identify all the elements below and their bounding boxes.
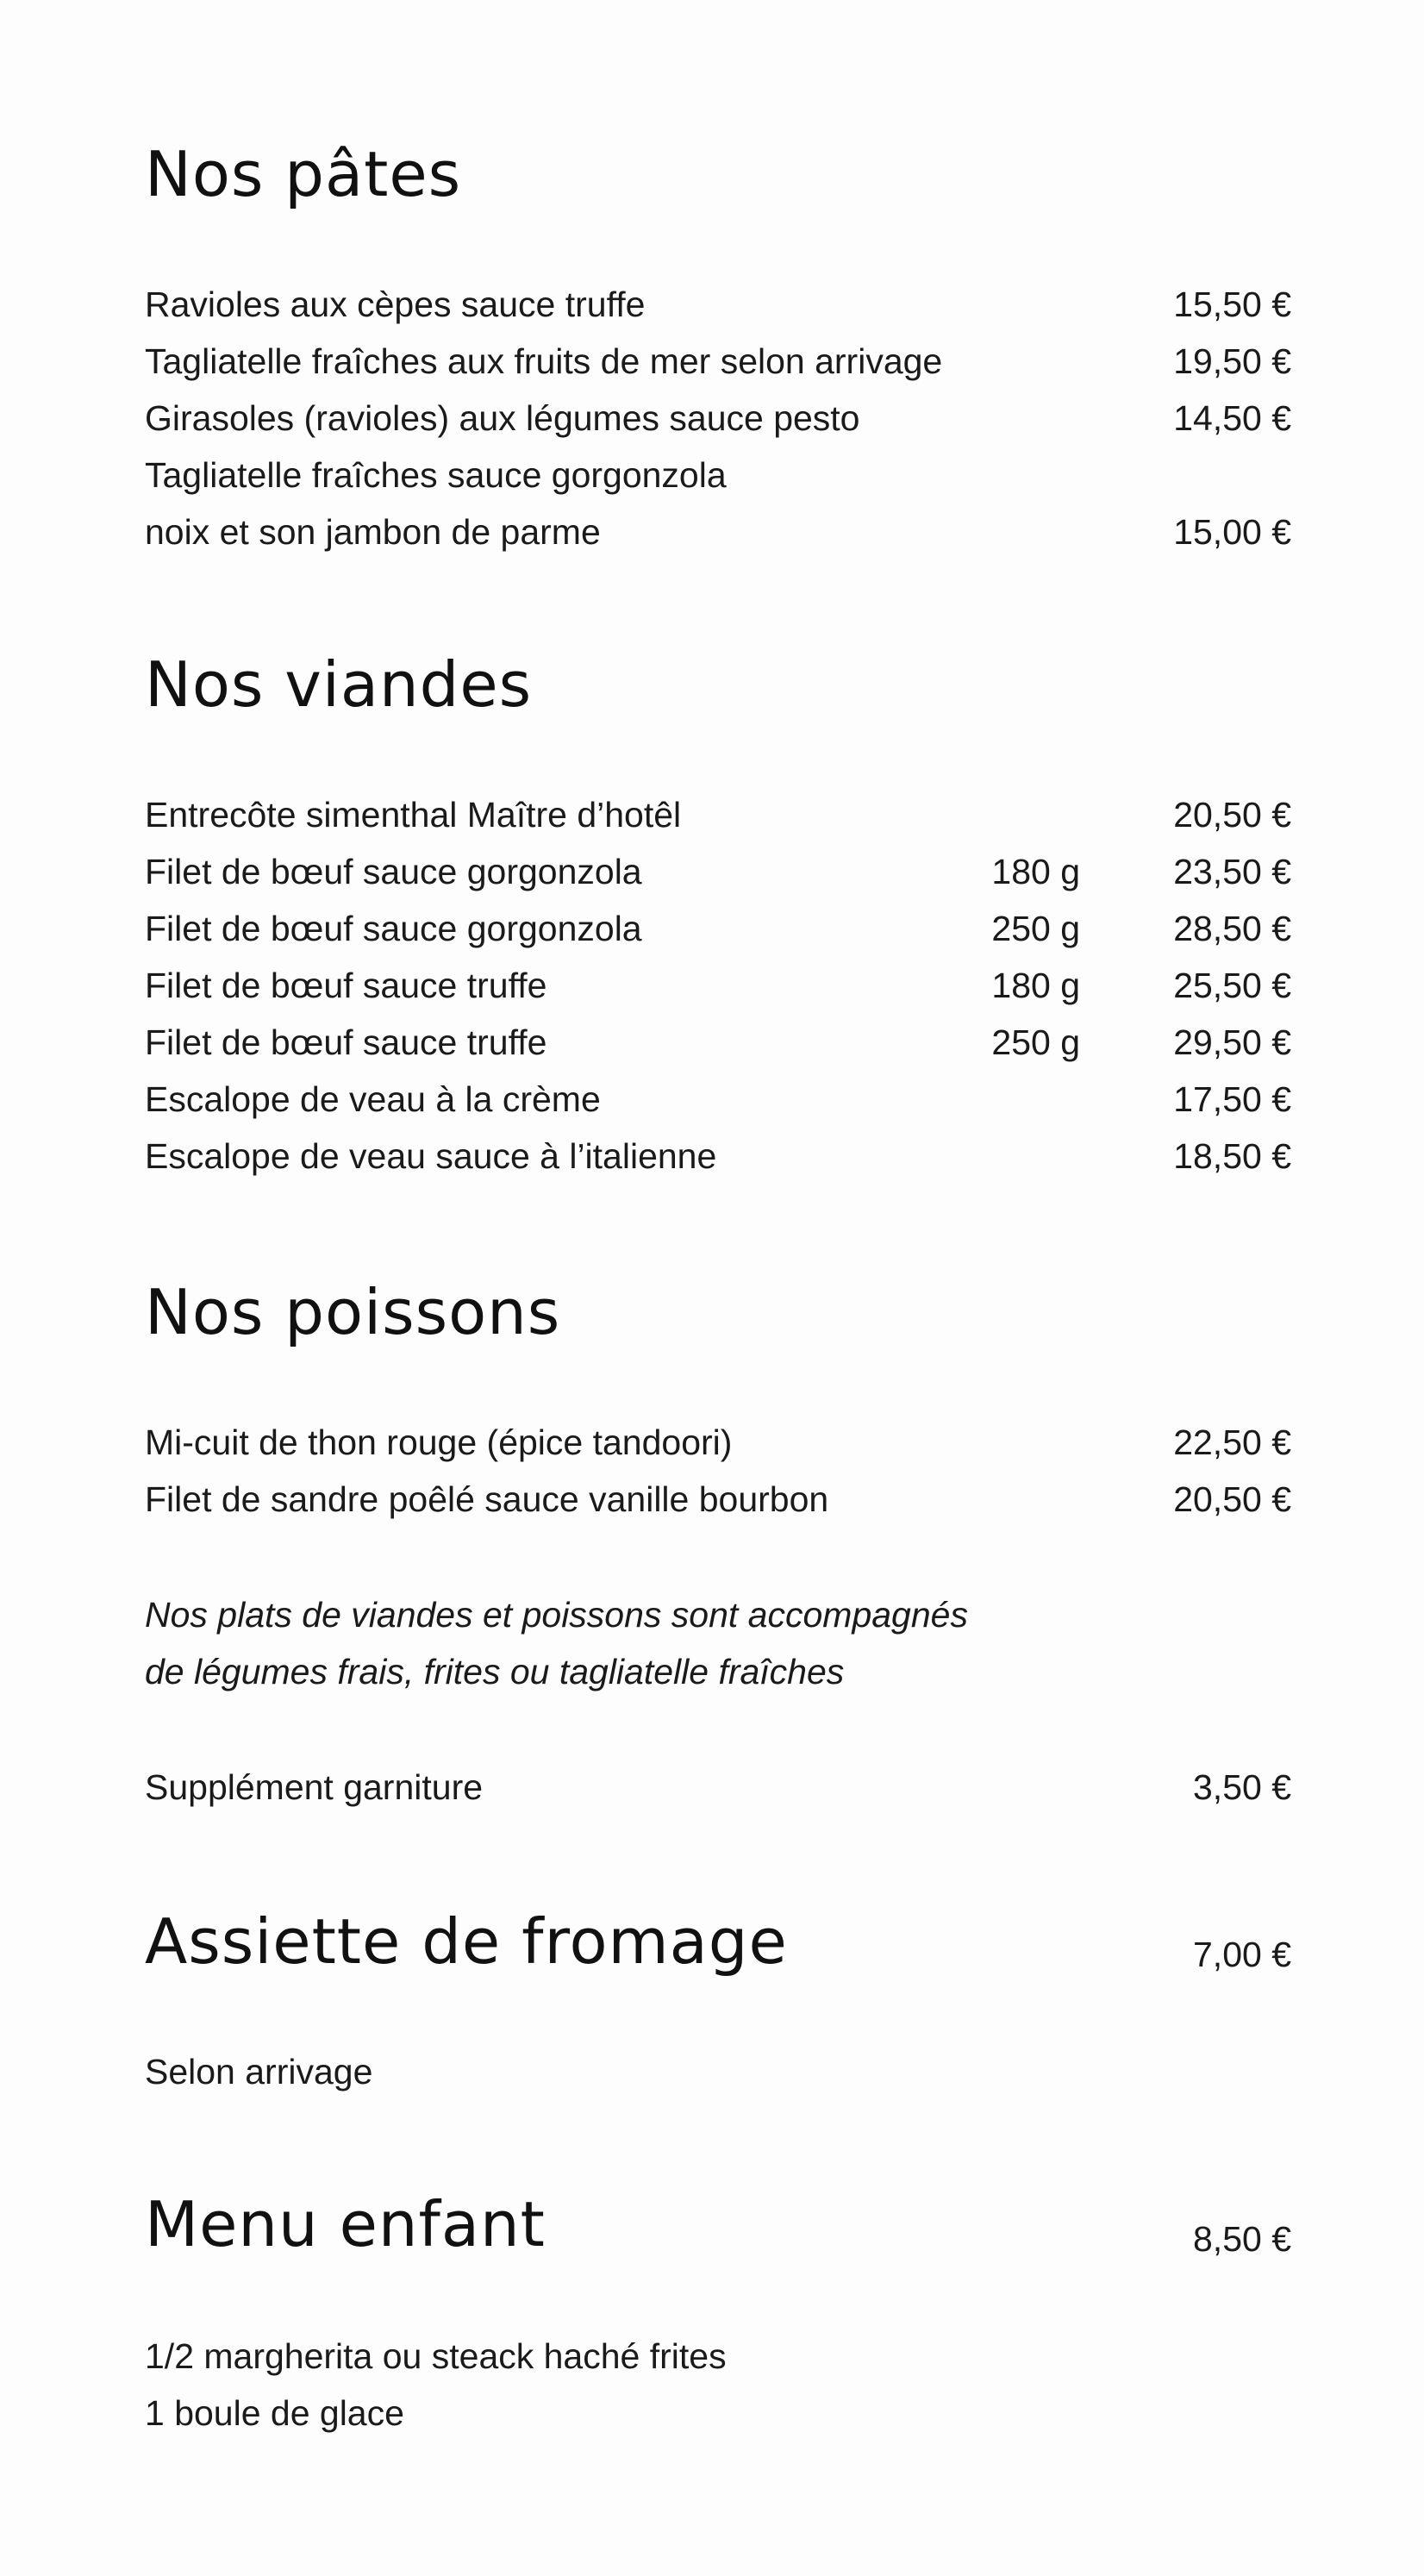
item-weight: 250 g bbox=[991, 1022, 1080, 1062]
menu-item bbox=[145, 1471, 1291, 1528]
fromage-desc: Selon arrivage bbox=[145, 2052, 373, 2091]
menu-item bbox=[145, 786, 1291, 843]
item-name: Tagliatelle fraîches sauce gorgonzola bbox=[145, 455, 727, 495]
item-price: 15,50 € bbox=[1173, 284, 1291, 324]
accompaniment-note: de légumes frais, frites ou tagliatelle fraîches bbox=[145, 1652, 845, 1691]
menu-item bbox=[145, 957, 1291, 1014]
item-name: Filet de bœuf sauce truffe bbox=[145, 966, 547, 1005]
item-name: Ravioles aux cèpes sauce truffe bbox=[145, 284, 646, 324]
item-name: noix et son jambon de parme bbox=[145, 512, 601, 552]
item-name: Tagliatelle fraîches aux fruits de mer selon arrivage bbox=[145, 341, 943, 381]
enfant-line: 1/2 margherita ou steack haché frites bbox=[145, 2336, 727, 2376]
item-name: Filet de bœuf sauce gorgonzola bbox=[145, 852, 642, 891]
item-price: 25,50 € bbox=[1173, 966, 1291, 1005]
menu-item bbox=[145, 900, 1291, 957]
item-weight: 250 g bbox=[991, 909, 1080, 948]
section-title-enfant: Menu enfant bbox=[145, 2188, 546, 2260]
menu-item bbox=[145, 1414, 1291, 1471]
item-price: 14,50 € bbox=[1173, 398, 1291, 438]
enfant-line: 1 boule de glace bbox=[145, 2393, 404, 2433]
item-price: 29,50 € bbox=[1173, 1022, 1291, 1062]
item-price: 20,50 € bbox=[1173, 1479, 1291, 1519]
item-name: Escalope de veau à la crème bbox=[145, 1079, 601, 1119]
section-title-poissons: Nos poissons bbox=[145, 1276, 561, 1348]
item-name: Filet de bœuf sauce truffe bbox=[145, 1022, 547, 1062]
menu-item bbox=[145, 1071, 1291, 1128]
item-price: 17,50 € bbox=[1173, 1079, 1291, 1119]
item-weight: 180 g bbox=[991, 852, 1080, 891]
menu-item bbox=[145, 1128, 1291, 1185]
item-name: Filet de sandre poêlé sauce vanille bourbon bbox=[145, 1479, 829, 1519]
menu-item bbox=[145, 333, 1291, 390]
item-name: Mi-cuit de thon rouge (épice tandoori) bbox=[145, 1422, 733, 1462]
item-name: Escalope de veau sauce à l’italienne bbox=[145, 1136, 717, 1176]
section-title-fromage: Assiette de fromage bbox=[145, 1905, 788, 1978]
item-price: 3,50 € bbox=[1193, 1767, 1291, 1807]
item-price: 15,00 € bbox=[1173, 512, 1291, 552]
menu-item bbox=[145, 843, 1291, 900]
supplement-row bbox=[145, 1759, 1291, 1816]
menu-item bbox=[145, 390, 1291, 447]
item-price: 22,50 € bbox=[1173, 1422, 1291, 1462]
menu-item bbox=[145, 1014, 1291, 1071]
menu-item bbox=[145, 276, 1291, 333]
item-price: 19,50 € bbox=[1173, 341, 1291, 381]
item-price: 23,50 € bbox=[1173, 852, 1291, 891]
section-title-pates: Nos pâtes bbox=[145, 138, 462, 210]
item-price: 18,50 € bbox=[1173, 1136, 1291, 1176]
item-weight: 180 g bbox=[991, 966, 1080, 1005]
menu-item bbox=[145, 503, 1291, 560]
item-name: Supplément garniture bbox=[145, 1767, 484, 1807]
item-name: Filet de bœuf sauce gorgonzola bbox=[145, 909, 642, 948]
item-price: 28,50 € bbox=[1173, 909, 1291, 948]
menu-item bbox=[145, 447, 1291, 503]
item-name: Girasoles (ravioles) aux légumes sauce pesto bbox=[145, 398, 860, 438]
fromage-price: 7,00 € bbox=[1193, 1935, 1291, 1974]
accompaniment-note: Nos plats de viandes et poissons sont accompagnés bbox=[145, 1595, 968, 1635]
section-title-viandes: Nos viandes bbox=[145, 648, 533, 721]
item-price: 20,50 € bbox=[1173, 795, 1291, 835]
item-name: Entrecôte simenthal Maître d’hotêl bbox=[145, 795, 682, 835]
enfant-price: 8,50 € bbox=[1193, 2219, 1291, 2259]
